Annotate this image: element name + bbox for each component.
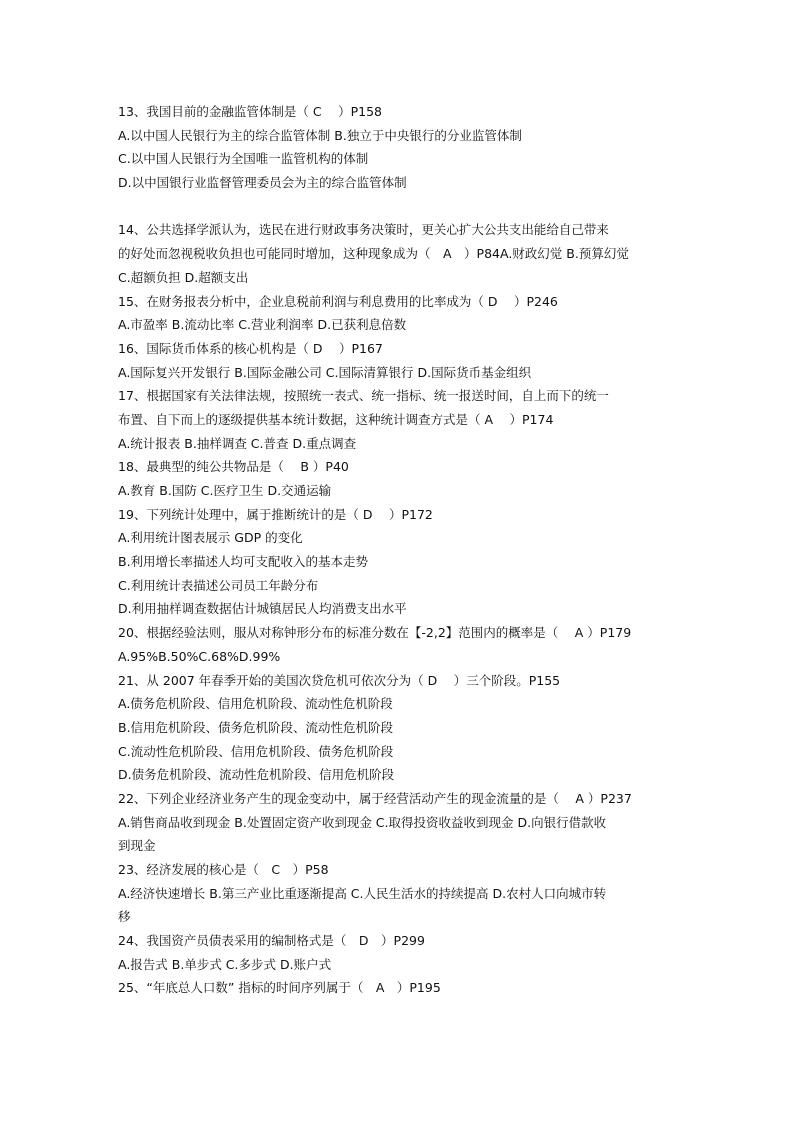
question-19: 19、下列统计处理中，属于推断统计的是（ D ）P172 xyxy=(118,506,433,522)
option-line: A.利用统计图表展示 GDP 的变化 xyxy=(118,530,303,546)
option-line: C.超额负担 D.超额支出 xyxy=(118,269,249,285)
option-line: A.以中国人民银行为主的综合监管体制 B.独立于中央银行的分业监管体制 xyxy=(118,127,522,143)
question-21: 21、从 2007 年春季开始的美国次贷危机可依次分为（ D ）三个阶段。P155 xyxy=(118,672,561,688)
option-line: C.利用统计表描述公司员工年龄分布 xyxy=(118,577,319,593)
option-line: A.95%B.50%C.68%D.99% xyxy=(118,648,281,664)
question-20: 20、根据经验法则，服从对称钟形分布的标准分数在【-2,2】范围内的概率是（ A ）P179 xyxy=(118,625,632,641)
option-line: C.以中国人民银行为全国唯一监管机构的体制 xyxy=(118,151,369,167)
option-line: C.流动性危机阶段、信用危机阶段、债务危机阶段 xyxy=(118,743,394,759)
question-22: 22、下列企业经济业务产生的现金变动中，属于经营活动产生的现金流量的是（ A ）P237 xyxy=(118,790,632,806)
question-17: 17、根据国家有关法律法规，按照统一表式、统一指标、统一报送时间，自上而下的统一 xyxy=(118,388,609,404)
document-body xyxy=(118,100,678,1000)
question-23: 23、经济发展的核心是（ C ）P58 xyxy=(118,862,329,877)
option-line: A.教育 B.国防 C.医疗卫生 D.交通运输 xyxy=(118,483,332,498)
option-line-cont: 到现金 xyxy=(118,838,156,854)
question-16: 16、国际货币体系的核心机构是（ D ）P167 xyxy=(118,340,383,356)
option-line: B.利用增长率描述人均可支配收入的基本走势 xyxy=(118,554,369,570)
option-line: D.债务危机阶段、流动性危机阶段、信用危机阶段 xyxy=(118,767,395,783)
question-17-cont: 布置、自下而上的逐级提供基本统计数据，这种统计调查方式是（ A ）P174 xyxy=(118,411,554,427)
option-line: A.统计报表 B.抽样调查 C.普查 D.重点调查 xyxy=(118,435,357,451)
option-line: A.报告式 B.单步式 C.多步式 D.账户式 xyxy=(118,956,332,972)
option-line: A.经济快速增长 B.第三产业比重逐渐提高 C.人民生活水的持续提高 D.农村人口向城市转 xyxy=(118,885,607,901)
blank-line xyxy=(118,195,678,219)
option-line: A.市盈率 B.流动比率 C.营业利润率 D.已获利息倍数 xyxy=(118,317,407,333)
question-15: 15、在财务报表分析中，企业息税前利润与利息费用的比率成为（ D ）P246 xyxy=(118,293,558,309)
question-14-cont: 的好处而忽视税收负担也可能同时增加，这种现象成为（ A ）P84A.财政幻觉 B.预算幻觉 xyxy=(118,246,629,262)
option-line: D.利用抽样调查数据估计城镇居民人均消费支出水平 xyxy=(118,601,407,617)
question-24: 24、我国资产员债表采用的编制格式是（ D ）P299 xyxy=(118,933,425,949)
option-line: B.信用危机阶段、债务危机阶段、流动性危机阶段 xyxy=(118,719,394,735)
question-25: 25、“年底总人口数” 指标的时间序列属于（ A ）P195 xyxy=(118,980,441,996)
option-line: D.以中国银行业监督管理委员会为主的综合监管体制 xyxy=(118,175,407,191)
question-14: 14、公共选择学派认为，选民在进行财政事务决策时，更关心扩大公共支出能给自己带来 xyxy=(118,222,609,238)
question-13: 13、我国目前的金融监管体制是（ C ）P158 xyxy=(118,104,382,119)
option-line: A.债务危机阶段、信用危机阶段、流动性危机阶段 xyxy=(118,696,393,712)
option-line: A.国际复兴开发银行 B.国际金融公司 C.国际清算银行 D.国际货币基金组织 xyxy=(118,364,532,380)
option-line: A.销售商品收到现金 B.处置固定资产收到现金 C.取得投资收益收到现金 D.向银行借款收 xyxy=(118,814,607,830)
question-18: 18、最典型的纯公共物品是（ B ）P40 xyxy=(118,459,349,475)
option-line-cont: 移 xyxy=(118,909,131,925)
